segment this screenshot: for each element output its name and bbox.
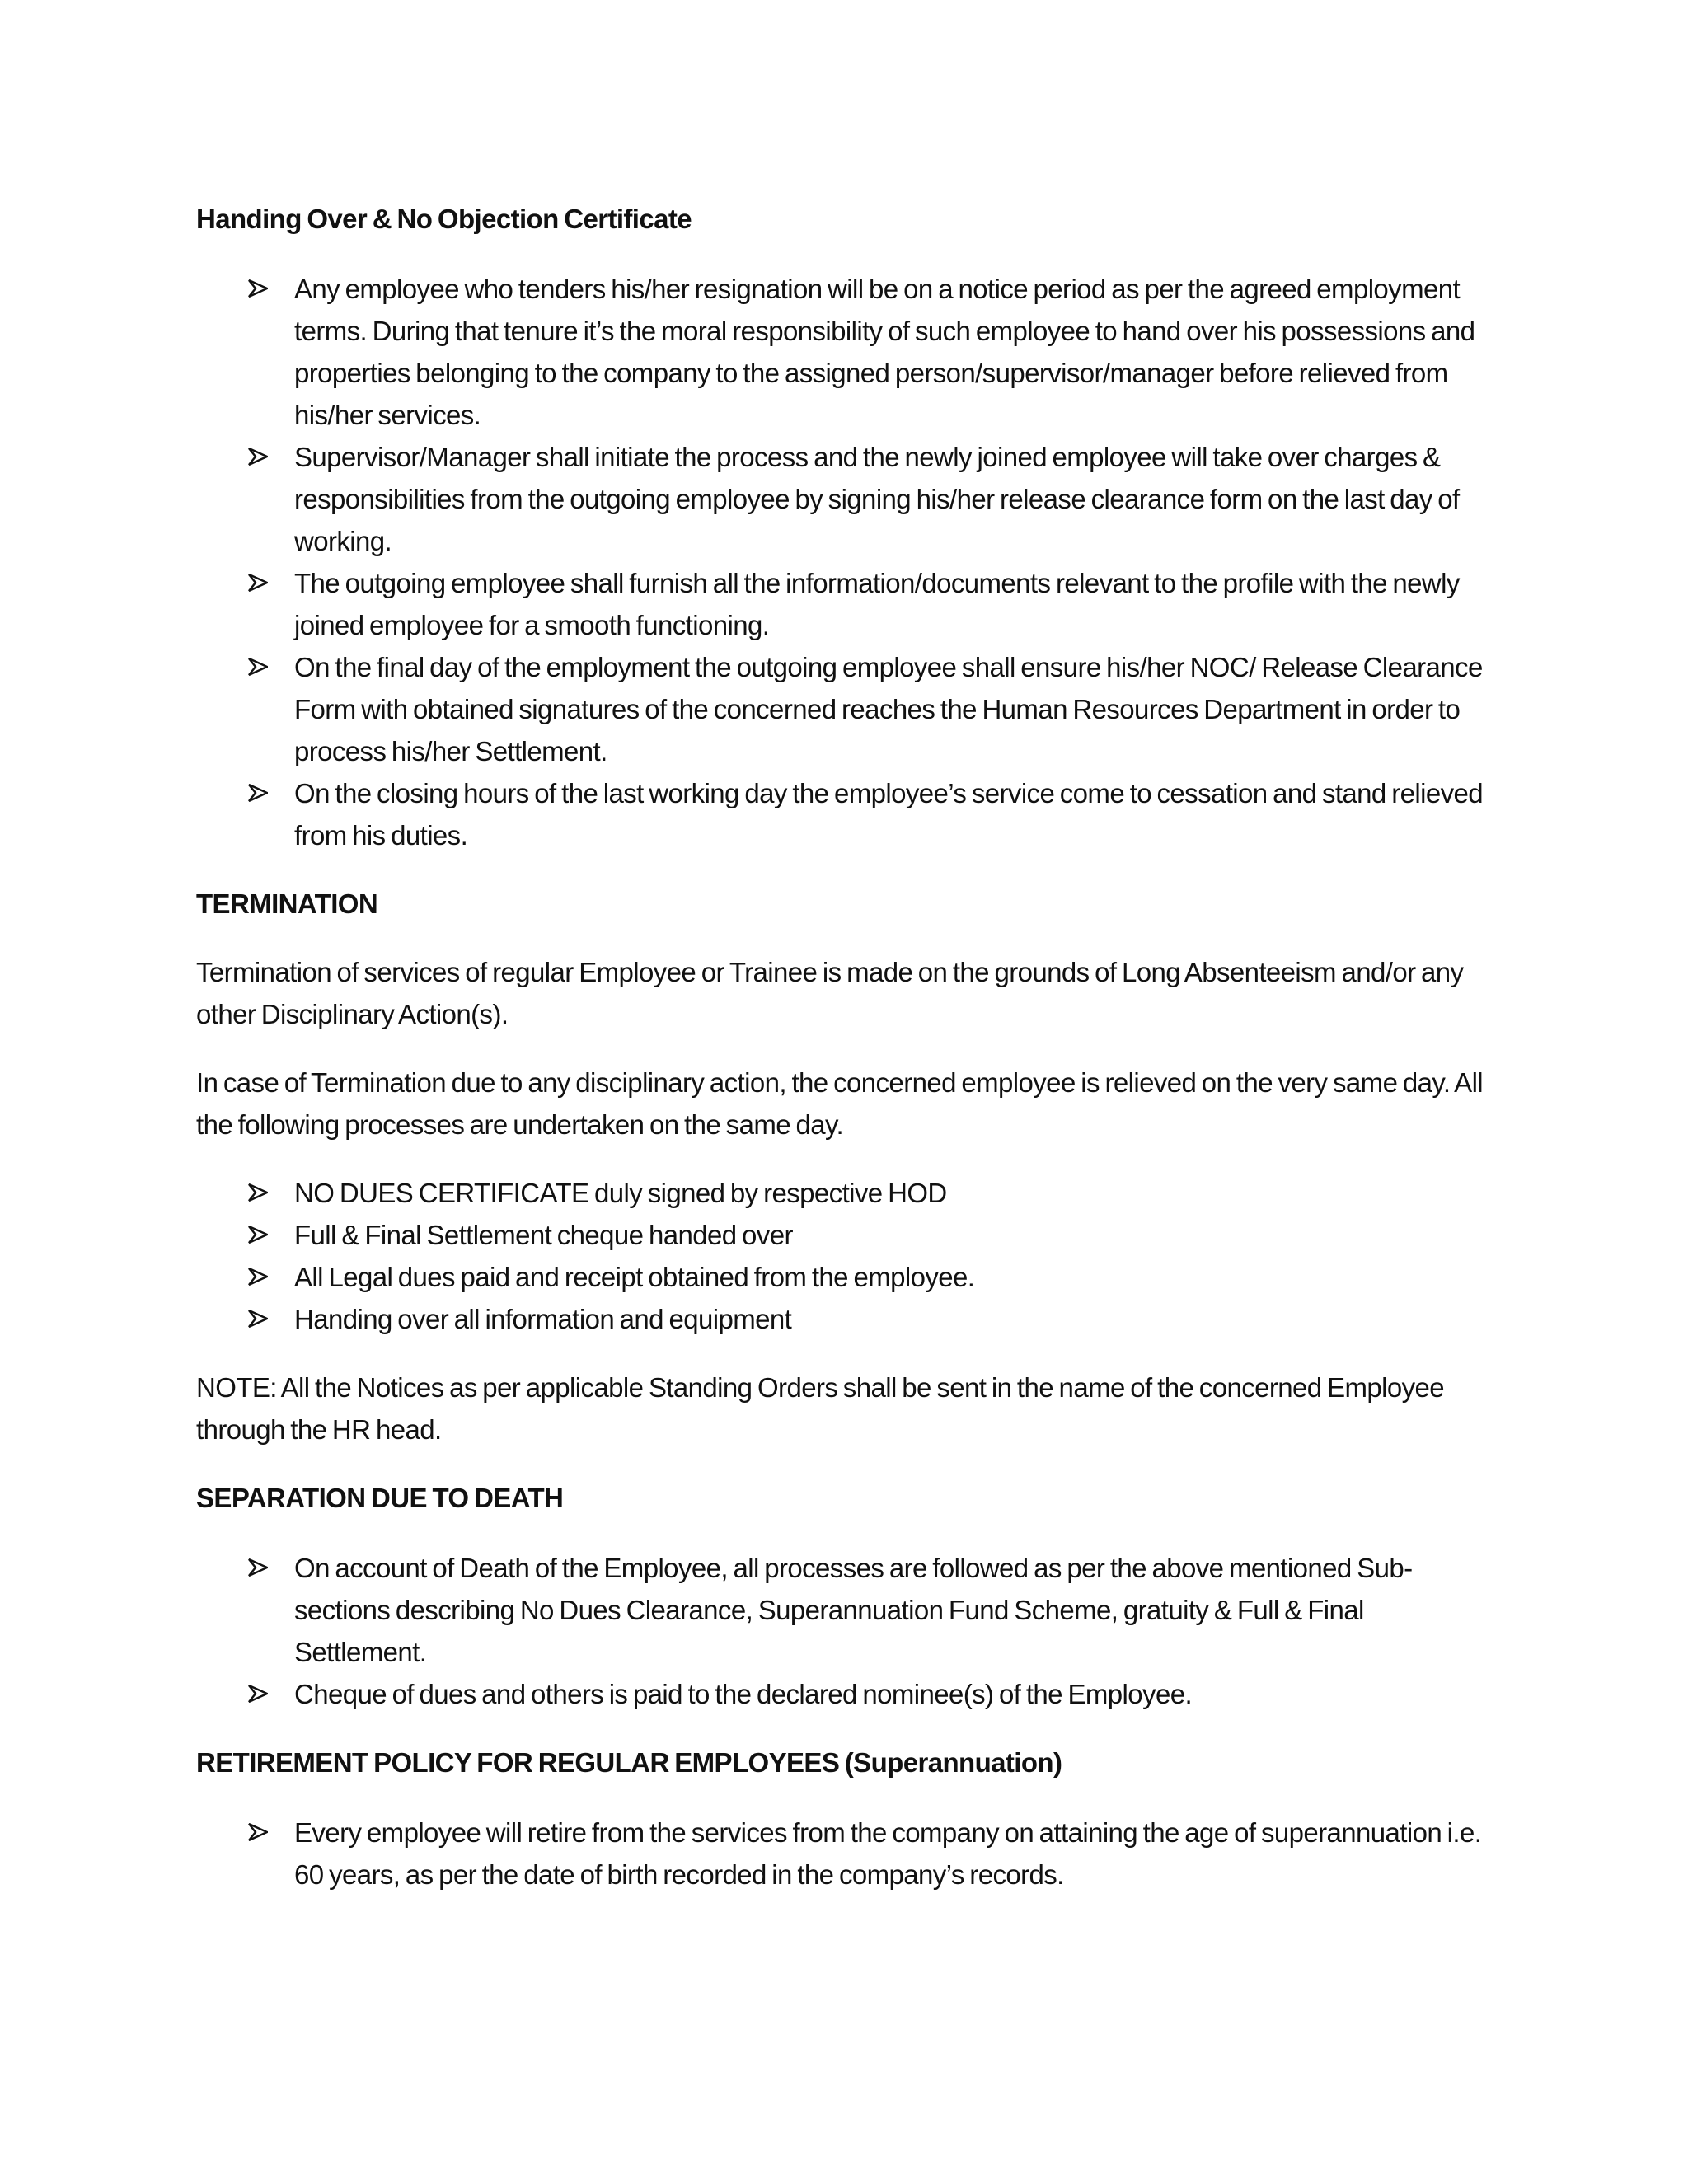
termination-heading: TERMINATION: [196, 888, 378, 919]
list-item: [196, 562, 1498, 646]
arrow-bullet-icon: [248, 562, 273, 604]
termination-bullet-list: [196, 1172, 1498, 1340]
document-page: [196, 198, 1498, 1896]
handover-heading: Handing Over & No Objection Certificate: [196, 204, 692, 234]
list-item: [196, 436, 1498, 562]
list-item-text: Any employee who tenders his/her resignation will be on a notice period as per the agreed employment terms. During that tenure it’s the moral responsibility of such employee to hand over his possessions and properties belonging to the company to the assigned person/supervisor/manager before relieved from his/her services.: [294, 274, 1475, 430]
list-item: [196, 1547, 1498, 1673]
list-item: [196, 772, 1498, 856]
arrow-bullet-icon: [248, 646, 273, 688]
arrow-bullet-icon: [248, 1547, 273, 1589]
list-item: [196, 1811, 1498, 1896]
list-item: [196, 268, 1498, 436]
list-item-text: On account of Death of the Employee, all processes are followed as per the above mentioned Sub-sections describing No Dues Clearance, Superannuation Fund Scheme, gratuity & Full & Final Settlement.: [294, 1553, 1413, 1667]
termination-paragraph: Termination of services of regular Employee or Trainee is made on the grounds of Long Absenteeism and/or any other Disciplinary Action(s).: [196, 957, 1464, 1029]
list-item: [196, 1673, 1498, 1715]
arrow-bullet-icon: [248, 268, 273, 310]
list-item-text: Every employee will retire from the services from the company on attaining the age of superannuation i.e. 60 years, as per the date of birth recorded in the company’s records.: [294, 1817, 1482, 1890]
list-item: [196, 1298, 1498, 1340]
list-item-text: Handing over all information and equipment: [294, 1304, 792, 1334]
death-separation-heading: SEPARATION DUE TO DEATH: [196, 1483, 564, 1513]
list-item: [196, 646, 1498, 772]
list-item: [196, 1172, 1498, 1214]
arrow-bullet-icon: [248, 772, 273, 814]
handover-bullet-list: [196, 268, 1498, 856]
list-item-text: The outgoing employee shall furnish all the information/documents relevant to the profile with the newly joined employee for a smooth functioning.: [294, 568, 1460, 640]
death-bullet-list: [196, 1547, 1498, 1715]
list-item-text: On the closing hours of the last working day the employee’s service come to cessation and stand relieved from his duties.: [294, 778, 1484, 851]
termination-disciplinary-paragraph: In case of Termination due to any disciplinary action, the concerned employee is relieved on the very same day. All the following processes are undertaken on the same day.: [196, 1067, 1484, 1140]
list-item-text: All Legal dues paid and receipt obtained from the employee.: [294, 1262, 975, 1292]
arrow-bullet-icon: [248, 1298, 273, 1340]
list-item: [196, 1214, 1498, 1256]
list-item-text: Cheque of dues and others is paid to the declared nominee(s) of the Employee.: [294, 1679, 1193, 1709]
termination-note: NOTE: All the Notices as per applicable Standing Orders shall be sent in the name of the concerned Employee through the HR head.: [196, 1372, 1445, 1445]
retirement-bullet-list: [196, 1811, 1498, 1896]
list-item: [196, 1256, 1498, 1298]
list-item-text: Full & Final Settlement cheque handed over: [294, 1220, 793, 1250]
list-item-text: On the final day of the employment the outgoing employee shall ensure his/her NOC/ Release Clearance Form with obtained signatures of the concerned reaches the Human Resources Department in order to process his/her Settlement.: [294, 652, 1483, 766]
list-item-text: Supervisor/Manager shall initiate the process and the newly joined employee will take over charges & responsibilities from the outgoing employee by signing his/her release clearance form on the last day of working.: [294, 442, 1460, 556]
arrow-bullet-icon: [248, 1811, 273, 1854]
arrow-bullet-icon: [248, 1214, 273, 1256]
list-item-text: NO DUES CERTIFICATE duly signed by respective HOD: [294, 1178, 947, 1208]
arrow-bullet-icon: [248, 436, 273, 478]
retirement-heading: RETIREMENT POLICY FOR REGULAR EMPLOYEES (Superannuation): [196, 1747, 1062, 1778]
arrow-bullet-icon: [248, 1256, 273, 1298]
arrow-bullet-icon: [248, 1673, 273, 1715]
arrow-bullet-icon: [248, 1172, 273, 1214]
